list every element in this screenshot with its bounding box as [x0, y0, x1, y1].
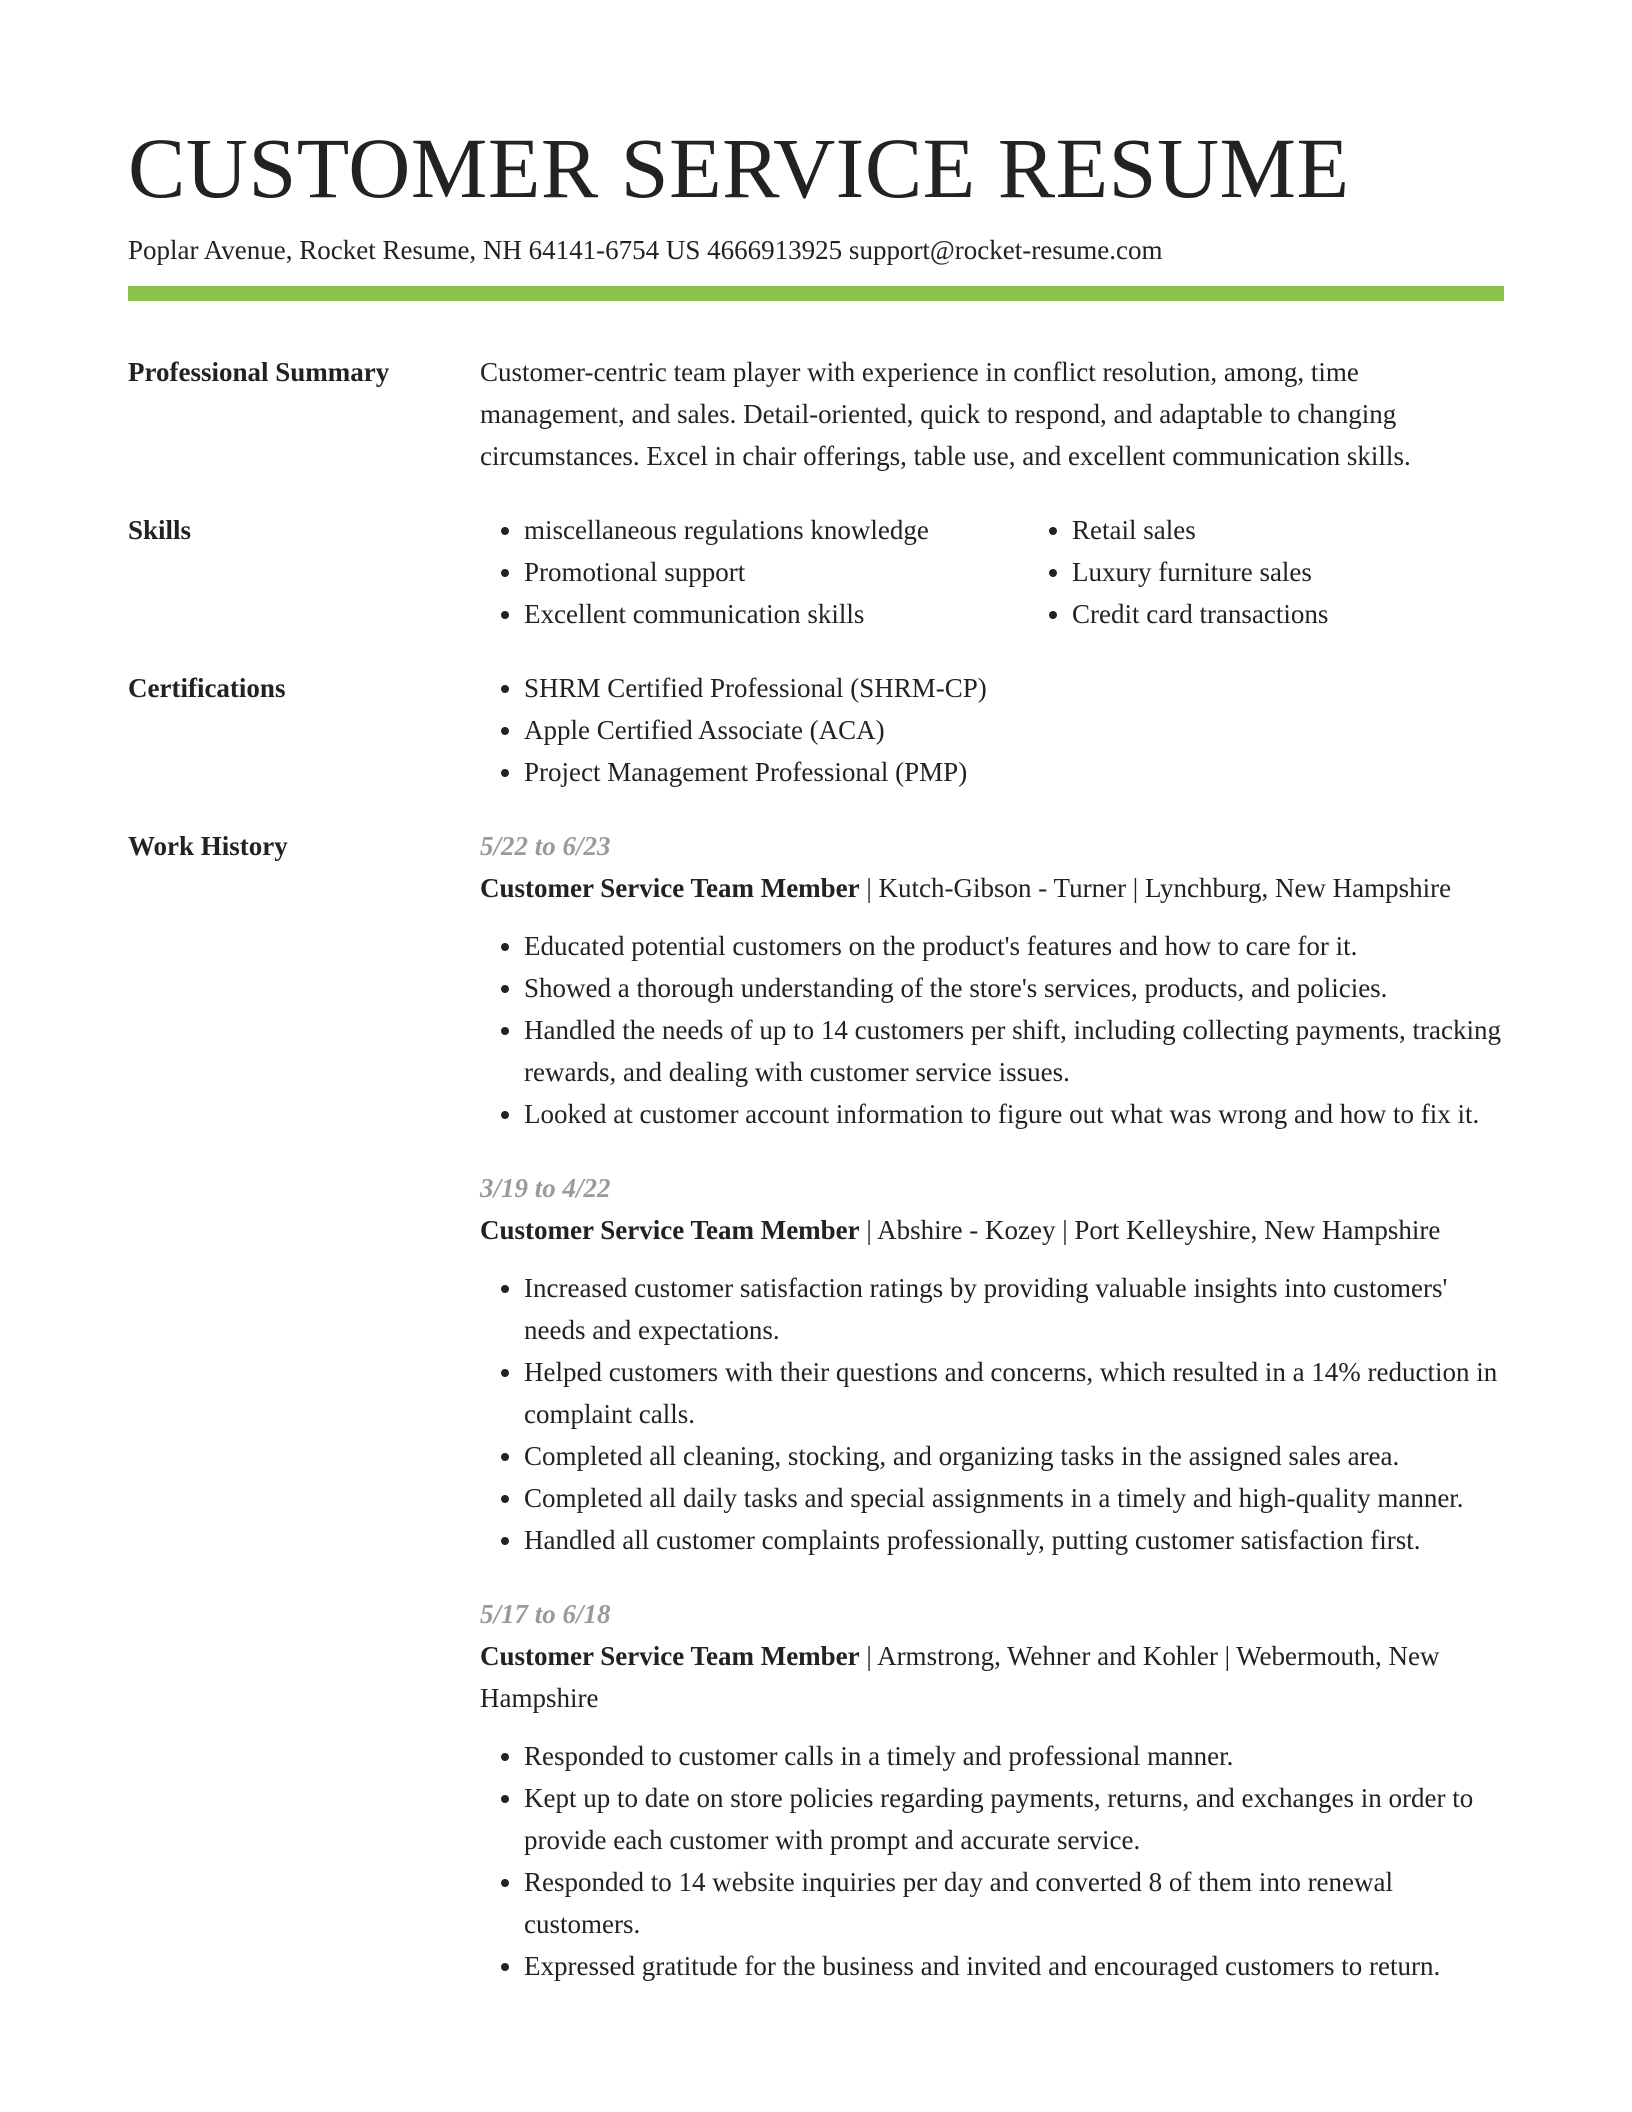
- header-divider: [128, 286, 1504, 301]
- certifications-section: [128, 667, 1504, 793]
- job-duty: • Handled all customer complaints professionally, putting customer satisfaction first.: [524, 1519, 1504, 1561]
- job-employer: | Armstrong, Wehner and Kohler | Webermouth, New Hampshire: [480, 1641, 1440, 1713]
- certifications-list: [480, 667, 1504, 793]
- skills-list-right: [1028, 509, 1504, 635]
- job-duties-list: [480, 1735, 1504, 1987]
- job-employer: | Abshire - Kozey | Port Kelleyshire, New Hampshire: [859, 1215, 1441, 1245]
- job-duty: • Helped customers with their questions and concerns, which resulted in a 14% reduction in complaint calls.: [524, 1351, 1504, 1435]
- certifications-body: [480, 667, 1504, 793]
- job-duty: • Handled the needs of up to 14 customers per shift, including collecting payments, tracking rewards, and dealing with customer service issues.: [524, 1009, 1504, 1093]
- job-duty: • Showed a thorough understanding of the store's services, products, and policies.: [524, 967, 1504, 1009]
- job-duty: • Completed all daily tasks and special assignments in a timely and high-quality manner.: [524, 1477, 1504, 1519]
- job-title: Customer Service Team Member: [480, 873, 860, 903]
- contact-info: Poplar Avenue, Rocket Resume, NH 64141-6754 US 4666913925 support@rocket-resume.com: [128, 235, 1163, 265]
- certification-item: • Apple Certified Associate (ACA): [524, 709, 1504, 751]
- certifications-heading: Certifications: [128, 673, 286, 703]
- skill-item: • Luxury furniture sales: [1072, 551, 1504, 593]
- summary-text: Customer-centric team player with experience in conflict resolution, among, time management, and sales. Detail-oriented, quick to respond, and adaptable to changing circumstances. Excel in chair offerings, table use, and excellent communication skills.: [480, 357, 1411, 471]
- summary-section: [128, 351, 1504, 477]
- job-dates: 5/17 to 6/18: [480, 1599, 611, 1629]
- job-duty: • Responded to customer calls in a timely and professional manner.: [524, 1735, 1504, 1777]
- work-history-heading: Work History: [128, 831, 288, 861]
- job-entry: [480, 1593, 1504, 1987]
- job-employer: | Kutch-Gibson - Turner | Lynchburg, New Hampshire: [859, 873, 1452, 903]
- job-duty: • Completed all cleaning, stocking, and organizing tasks in the assigned sales area.: [524, 1435, 1504, 1477]
- job-duty: • Educated potential customers on the product's features and how to care for it.: [524, 925, 1504, 967]
- summary-heading: Professional Summary: [128, 357, 390, 387]
- job-duty: • Kept up to date on store policies regarding payments, returns, and exchanges in order to provide each customer with prompt and accurate service.: [524, 1777, 1504, 1861]
- certification-item: • Project Management Professional (PMP): [524, 751, 1504, 793]
- job-duties-list: [480, 925, 1504, 1135]
- job-duty: • Responded to 14 website inquiries per day and converted 8 of them into renewal customers.: [524, 1861, 1504, 1945]
- job-entry: [480, 1167, 1504, 1561]
- skills-section: [128, 509, 1504, 635]
- job-entry: [480, 825, 1504, 1135]
- certification-item: • SHRM Certified Professional (SHRM-CP): [524, 667, 1504, 709]
- job-duty: • Increased customer satisfaction ratings by providing valuable insights into customers' needs and expectations.: [524, 1267, 1504, 1351]
- skill-item: • Retail sales: [1072, 509, 1504, 551]
- work-history-body: [480, 825, 1504, 1987]
- job-heading: [480, 867, 1504, 909]
- skills-list-left: [480, 509, 1028, 635]
- job-duty: • Looked at customer account information to figure out what was wrong and how to fix it.: [524, 1093, 1504, 1135]
- work-history-section: [128, 825, 1504, 1987]
- job-dates: 5/22 to 6/23: [480, 831, 611, 861]
- job-title: Customer Service Team Member: [480, 1215, 860, 1245]
- resume-title: CUSTOMER SERVICE RESUME: [128, 120, 1350, 216]
- job-duty: • Expressed gratitude for the business and invited and encouraged customers to return.: [524, 1945, 1504, 1987]
- skill-item: • Credit card transactions: [1072, 593, 1504, 635]
- skill-item: • miscellaneous regulations knowledge: [524, 509, 1028, 551]
- job-title: Customer Service Team Member: [480, 1641, 860, 1671]
- skills-heading: Skills: [128, 515, 192, 545]
- skill-item: • Promotional support: [524, 551, 1028, 593]
- skills-body: [480, 509, 1504, 635]
- summary-body: [480, 351, 1504, 477]
- job-heading: [480, 1635, 1504, 1719]
- skill-item: • Excellent communication skills: [524, 593, 1028, 635]
- job-duties-list: [480, 1267, 1504, 1561]
- job-dates: 3/19 to 4/22: [480, 1173, 611, 1203]
- job-heading: [480, 1209, 1504, 1251]
